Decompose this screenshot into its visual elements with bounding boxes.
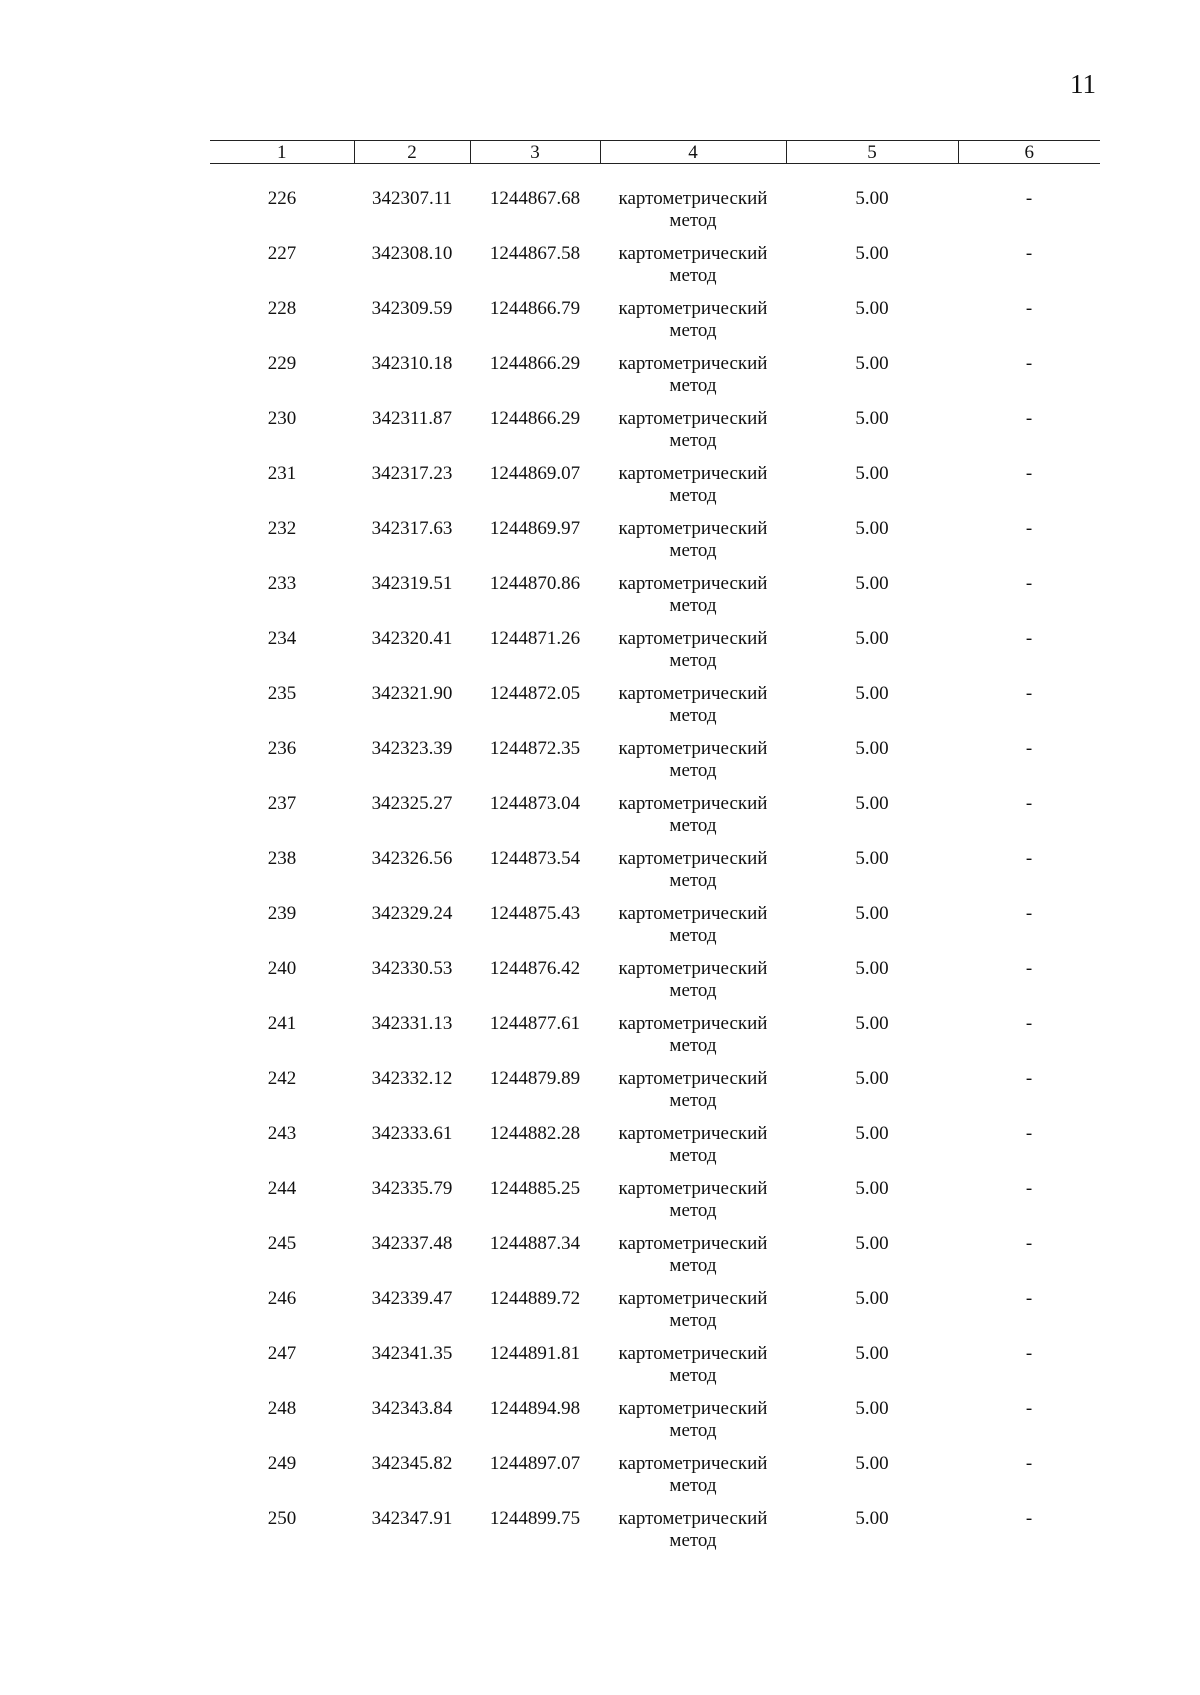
column-header-6: 6 — [958, 141, 1100, 164]
note-cell: - — [1025, 573, 1033, 594]
method-line-1: картометрический — [618, 738, 768, 759]
method-line-1: картометрический — [618, 683, 768, 704]
y-coordinate-cell: 1244872.05 — [489, 683, 581, 704]
method-line-2: метод — [669, 1145, 717, 1166]
y-coordinate-cell: 1244885.25 — [489, 1178, 581, 1199]
note-cell: - — [1025, 518, 1033, 539]
method-line-2: метод — [669, 265, 717, 286]
y-coordinate-cell: 1244875.43 — [489, 903, 581, 924]
table-body — [210, 188, 1100, 1563]
accuracy-cell: 5.00 — [855, 1178, 889, 1199]
table-row — [210, 848, 1100, 903]
x-coordinate-cell: 342343.84 — [371, 1398, 453, 1419]
method-line-1: картометрический — [618, 1068, 768, 1089]
table-row — [210, 408, 1100, 463]
y-coordinate-cell: 1244889.72 — [489, 1288, 581, 1309]
method-line-2: метод — [669, 1365, 717, 1386]
method-line-1: картометрический — [618, 243, 768, 264]
note-cell: - — [1025, 1343, 1033, 1364]
table-row — [210, 243, 1100, 298]
y-coordinate-cell: 1244897.07 — [489, 1453, 581, 1474]
method-line-1: картометрический — [618, 628, 768, 649]
point-number-cell: 234 — [267, 628, 297, 649]
accuracy-cell: 5.00 — [855, 518, 889, 539]
y-coordinate-cell: 1244879.89 — [489, 1068, 581, 1089]
y-coordinate-cell: 1244871.26 — [489, 628, 581, 649]
point-number-cell: 228 — [267, 298, 297, 319]
point-number-cell: 245 — [267, 1233, 297, 1254]
method-line-1: картометрический — [618, 1288, 768, 1309]
method-line-2: метод — [669, 540, 717, 561]
note-cell: - — [1025, 903, 1033, 924]
table-row — [210, 1508, 1100, 1563]
column-header-5: 5 — [786, 141, 958, 164]
method-cell — [600, 1453, 786, 1508]
method-line-1: картометрический — [618, 903, 768, 924]
x-coordinate-cell: 342309.59 — [371, 298, 453, 319]
accuracy-cell: 5.00 — [855, 298, 889, 319]
header-row — [210, 141, 1100, 164]
x-coordinate-cell: 342310.18 — [371, 353, 453, 374]
x-coordinate-cell: 342345.82 — [371, 1453, 453, 1474]
table-row — [210, 1343, 1100, 1398]
table-row — [210, 738, 1100, 793]
accuracy-cell: 5.00 — [855, 848, 889, 869]
y-coordinate-cell: 1244866.79 — [489, 298, 581, 319]
point-number-cell: 230 — [267, 408, 297, 429]
method-line-1: картометрический — [618, 1013, 768, 1034]
y-coordinate-cell: 1244877.61 — [489, 1013, 581, 1034]
note-cell: - — [1025, 408, 1033, 429]
method-line-2: метод — [669, 595, 717, 616]
x-coordinate-cell: 342326.56 — [371, 848, 453, 869]
table-row — [210, 958, 1100, 1013]
x-coordinate-cell: 342333.61 — [371, 1123, 453, 1144]
table-row — [210, 1233, 1100, 1288]
note-cell: - — [1025, 1233, 1033, 1254]
note-cell: - — [1025, 1178, 1033, 1199]
method-cell — [600, 628, 786, 683]
method-cell — [600, 958, 786, 1013]
coordinates-table — [210, 140, 1100, 1563]
point-number-cell: 237 — [267, 793, 297, 814]
x-coordinate-cell: 342307.11 — [371, 188, 453, 209]
method-line-1: картометрический — [618, 353, 768, 374]
y-coordinate-cell: 1244867.58 — [489, 243, 581, 264]
y-coordinate-cell: 1244872.35 — [489, 738, 581, 759]
page-number: 11 — [1070, 69, 1096, 99]
x-coordinate-cell: 342320.41 — [371, 628, 453, 649]
x-coordinate-cell: 342321.90 — [371, 683, 453, 704]
y-coordinate-cell: 1244866.29 — [489, 353, 581, 374]
note-cell: - — [1025, 1453, 1033, 1474]
column-header-4: 4 — [600, 141, 786, 164]
accuracy-cell: 5.00 — [855, 738, 889, 759]
x-coordinate-cell: 342329.24 — [371, 903, 453, 924]
column-header-3: 3 — [470, 141, 600, 164]
x-coordinate-cell: 342339.47 — [371, 1288, 453, 1309]
method-line-1: картометрический — [618, 848, 768, 869]
point-number-cell: 242 — [267, 1068, 297, 1089]
x-coordinate-cell: 342325.27 — [371, 793, 453, 814]
method-line-1: картометрический — [618, 1178, 768, 1199]
point-number-cell: 238 — [267, 848, 297, 869]
accuracy-cell: 5.00 — [855, 463, 889, 484]
accuracy-cell: 5.00 — [855, 188, 889, 209]
x-coordinate-cell: 342341.35 — [371, 1343, 453, 1364]
x-coordinate-cell: 342330.53 — [371, 958, 453, 979]
table-row — [210, 518, 1100, 573]
accuracy-cell: 5.00 — [855, 1453, 889, 1474]
note-cell: - — [1025, 1123, 1033, 1144]
point-number-cell: 250 — [267, 1508, 297, 1529]
column-header-2: 2 — [354, 141, 470, 164]
note-cell: - — [1025, 243, 1033, 264]
method-line-1: картометрический — [618, 1123, 768, 1144]
point-number-cell: 231 — [267, 463, 297, 484]
y-coordinate-cell: 1244866.29 — [489, 408, 581, 429]
method-line-2: метод — [669, 375, 717, 396]
method-cell — [600, 1178, 786, 1233]
note-cell: - — [1025, 298, 1033, 319]
note-cell: - — [1025, 738, 1033, 759]
note-cell: - — [1025, 1068, 1033, 1089]
x-coordinate-cell: 342317.23 — [371, 463, 453, 484]
accuracy-cell: 5.00 — [855, 1508, 889, 1529]
method-line-1: картометрический — [618, 1508, 768, 1529]
method-line-1: картометрический — [618, 1453, 768, 1474]
accuracy-cell: 5.00 — [855, 1123, 889, 1144]
method-cell — [600, 188, 786, 243]
method-cell — [600, 298, 786, 353]
table-row — [210, 793, 1100, 848]
x-coordinate-cell: 342311.87 — [371, 408, 453, 429]
accuracy-cell: 5.00 — [855, 1398, 889, 1419]
method-line-2: метод — [669, 1475, 717, 1496]
accuracy-cell: 5.00 — [855, 903, 889, 924]
method-line-2: метод — [669, 1255, 717, 1276]
method-cell — [600, 353, 786, 408]
method-cell — [600, 848, 786, 903]
method-line-2: метод — [669, 1090, 717, 1111]
method-cell — [600, 573, 786, 628]
table-row — [210, 628, 1100, 683]
method-line-2: метод — [669, 815, 717, 836]
x-coordinate-cell: 342331.13 — [371, 1013, 453, 1034]
point-number-cell: 226 — [267, 188, 297, 209]
method-cell — [600, 1508, 786, 1563]
method-cell — [600, 408, 786, 463]
table-row — [210, 1123, 1100, 1178]
y-coordinate-cell: 1244870.86 — [489, 573, 581, 594]
table-row — [210, 188, 1100, 243]
y-coordinate-cell: 1244873.04 — [489, 793, 581, 814]
x-coordinate-cell: 342347.91 — [371, 1508, 453, 1529]
table-row — [210, 463, 1100, 518]
y-coordinate-cell: 1244891.81 — [489, 1343, 581, 1364]
y-coordinate-cell: 1244869.07 — [489, 463, 581, 484]
x-coordinate-cell: 342317.63 — [371, 518, 453, 539]
accuracy-cell: 5.00 — [855, 1068, 889, 1089]
table-row — [210, 1068, 1100, 1123]
point-number-cell: 247 — [267, 1343, 297, 1364]
method-line-2: метод — [669, 980, 717, 1001]
method-cell — [600, 1288, 786, 1343]
y-coordinate-cell: 1244876.42 — [489, 958, 581, 979]
method-cell — [600, 1123, 786, 1178]
table-row — [210, 1013, 1100, 1068]
y-coordinate-cell: 1244887.34 — [489, 1233, 581, 1254]
method-line-1: картометрический — [618, 1343, 768, 1364]
y-coordinate-cell: 1244873.54 — [489, 848, 581, 869]
method-line-2: метод — [669, 760, 717, 781]
point-number-cell: 233 — [267, 573, 297, 594]
method-line-1: картометрический — [618, 958, 768, 979]
accuracy-cell: 5.00 — [855, 1233, 889, 1254]
accuracy-cell: 5.00 — [855, 958, 889, 979]
method-line-1: картометрический — [618, 1398, 768, 1419]
y-coordinate-cell: 1244869.97 — [489, 518, 581, 539]
x-coordinate-cell: 342319.51 — [371, 573, 453, 594]
header-spacer — [210, 164, 1100, 189]
y-coordinate-cell: 1244894.98 — [489, 1398, 581, 1419]
method-line-1: картометрический — [618, 1233, 768, 1254]
note-cell: - — [1025, 188, 1033, 209]
point-number-cell: 243 — [267, 1123, 297, 1144]
column-header-1: 1 — [210, 141, 354, 164]
note-cell: - — [1025, 683, 1033, 704]
method-cell — [600, 243, 786, 298]
note-cell: - — [1025, 793, 1033, 814]
method-line-1: картометрический — [618, 793, 768, 814]
note-cell: - — [1025, 958, 1033, 979]
table-row — [210, 353, 1100, 408]
x-coordinate-cell: 342323.39 — [371, 738, 453, 759]
method-line-1: картометрический — [618, 188, 768, 209]
method-line-2: метод — [669, 1530, 717, 1551]
point-number-cell: 240 — [267, 958, 297, 979]
note-cell: - — [1025, 1398, 1033, 1419]
table-row — [210, 1178, 1100, 1233]
accuracy-cell: 5.00 — [855, 1343, 889, 1364]
x-coordinate-cell: 342332.12 — [371, 1068, 453, 1089]
note-cell: - — [1025, 1013, 1033, 1034]
accuracy-cell: 5.00 — [855, 683, 889, 704]
method-line-1: картометрический — [618, 408, 768, 429]
accuracy-cell: 5.00 — [855, 573, 889, 594]
method-line-2: метод — [669, 705, 717, 726]
point-number-cell: 241 — [267, 1013, 297, 1034]
table-row — [210, 573, 1100, 628]
point-number-cell: 235 — [267, 683, 297, 704]
method-line-2: метод — [669, 1420, 717, 1441]
method-line-1: картометрический — [618, 518, 768, 539]
method-cell — [600, 518, 786, 573]
note-cell: - — [1025, 1508, 1033, 1529]
table-row — [210, 1453, 1100, 1508]
method-cell — [600, 463, 786, 518]
note-cell: - — [1025, 353, 1033, 374]
point-number-cell: 227 — [267, 243, 297, 264]
method-cell — [600, 1013, 786, 1068]
method-cell — [600, 683, 786, 738]
point-number-cell: 249 — [267, 1453, 297, 1474]
point-number-cell: 246 — [267, 1288, 297, 1309]
method-cell — [600, 793, 786, 848]
accuracy-cell: 5.00 — [855, 793, 889, 814]
method-cell — [600, 1233, 786, 1288]
method-line-1: картометрический — [618, 463, 768, 484]
x-coordinate-cell: 342335.79 — [371, 1178, 453, 1199]
method-line-2: метод — [669, 870, 717, 891]
accuracy-cell: 5.00 — [855, 1013, 889, 1034]
note-cell: - — [1025, 848, 1033, 869]
accuracy-cell: 5.00 — [855, 1288, 889, 1309]
accuracy-cell: 5.00 — [855, 408, 889, 429]
point-number-cell: 244 — [267, 1178, 297, 1199]
method-line-2: метод — [669, 485, 717, 506]
x-coordinate-cell: 342337.48 — [371, 1233, 453, 1254]
note-cell: - — [1025, 628, 1033, 649]
table-row — [210, 1288, 1100, 1343]
point-number-cell: 239 — [267, 903, 297, 924]
y-coordinate-cell: 1244882.28 — [489, 1123, 581, 1144]
method-cell — [600, 903, 786, 958]
method-cell — [600, 1398, 786, 1453]
y-coordinate-cell: 1244867.68 — [489, 188, 581, 209]
accuracy-cell: 5.00 — [855, 628, 889, 649]
table-header — [210, 141, 1100, 189]
method-line-2: метод — [669, 210, 717, 231]
method-cell — [600, 738, 786, 793]
method-line-2: метод — [669, 1310, 717, 1331]
table-row — [210, 903, 1100, 958]
x-coordinate-cell: 342308.10 — [371, 243, 453, 264]
table-row — [210, 1398, 1100, 1453]
coordinates-table-container — [210, 140, 1100, 1563]
note-cell: - — [1025, 1288, 1033, 1309]
point-number-cell: 232 — [267, 518, 297, 539]
method-line-1: картометрический — [618, 573, 768, 594]
method-cell — [600, 1068, 786, 1123]
point-number-cell: 248 — [267, 1398, 297, 1419]
method-line-2: метод — [669, 430, 717, 451]
y-coordinate-cell: 1244899.75 — [489, 1508, 581, 1529]
method-line-2: метод — [669, 925, 717, 946]
accuracy-cell: 5.00 — [855, 353, 889, 374]
table-row — [210, 298, 1100, 353]
method-line-2: метод — [669, 650, 717, 671]
note-cell: - — [1025, 463, 1033, 484]
method-line-2: метод — [669, 1035, 717, 1056]
method-line-2: метод — [669, 320, 717, 341]
method-cell — [600, 1343, 786, 1398]
method-line-2: метод — [669, 1200, 717, 1221]
point-number-cell: 229 — [267, 353, 297, 374]
point-number-cell: 236 — [267, 738, 297, 759]
table-row — [210, 683, 1100, 738]
method-line-1: картометрический — [618, 298, 768, 319]
accuracy-cell: 5.00 — [855, 243, 889, 264]
